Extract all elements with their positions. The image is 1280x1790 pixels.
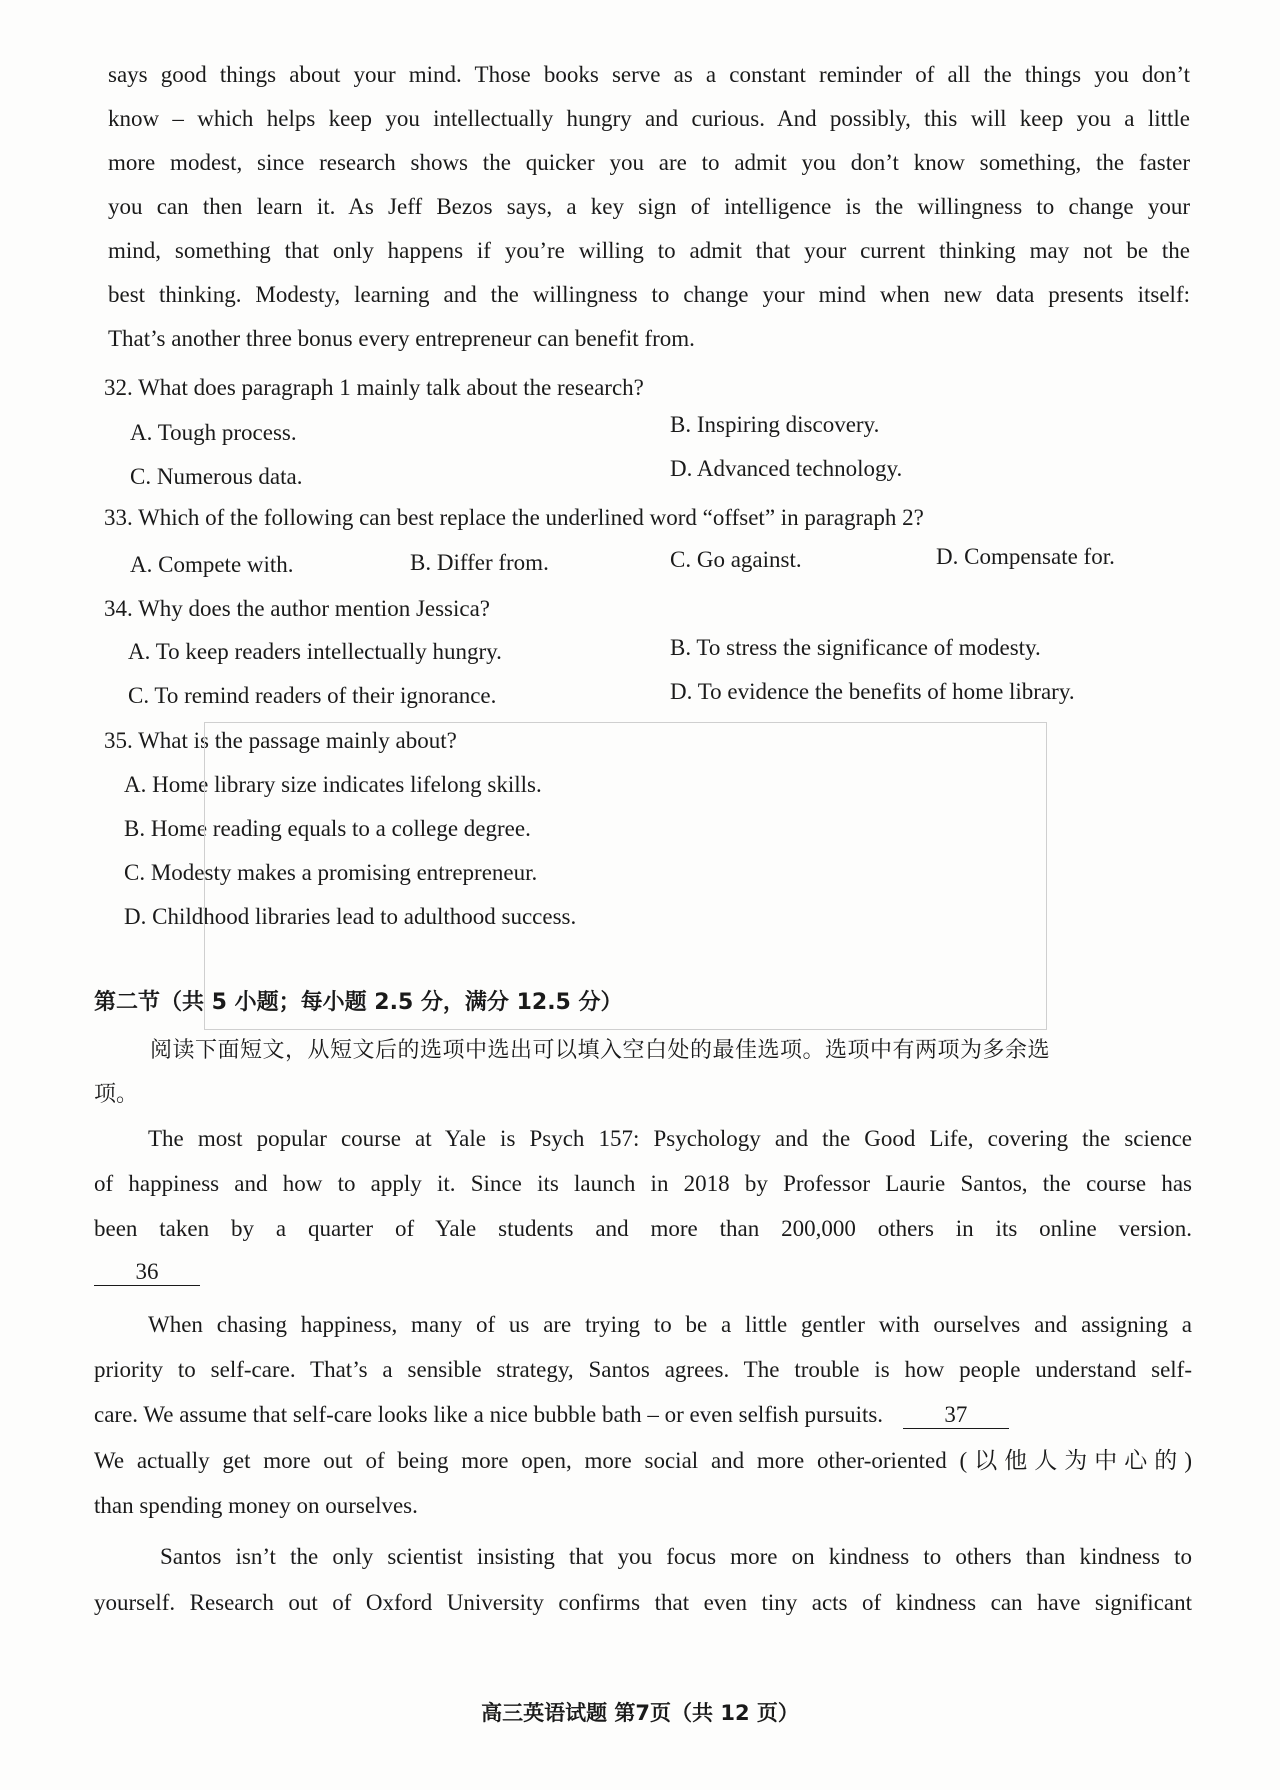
passage-1-line: more modest, since research shows the quicker you are to admit you don’t know something, the faster <box>108 150 1190 175</box>
watermark-frame <box>204 722 1047 1030</box>
passage-1-line: says good things about your mind. Those books serve as a constant reminder of all the things you don’t <box>108 62 1190 87</box>
option-a[interactable]: A. Home library size indicates lifelong skills. <box>124 772 542 797</box>
option-b[interactable]: B. Inspiring discovery. <box>670 412 880 437</box>
page-footer: 高三英语试题 第7页（共 12 页） <box>481 1701 799 1725</box>
option-b[interactable]: B. Home reading equals to a college degree. <box>124 816 531 841</box>
option-d[interactable]: D. Advanced technology. <box>670 456 903 481</box>
passage-2-line: We actually get more out of being more open, more social and more other-oriented (以他人为中心的) <box>94 1448 1192 1473</box>
passage-2-line: been taken by a quarter of Yale students and more than 200,000 others in its online version. <box>94 1216 1192 1241</box>
question-stem: 33. Which of the following can best replace the underlined word “offset” in paragraph 2? <box>104 505 924 530</box>
section-2-instruction: 阅读下面短文，从短文后的选项中选出可以填入空白处的最佳选项。选项中有两项为多余选 <box>150 1038 1051 1063</box>
option-d[interactable]: D. To evidence the benefits of home library. <box>670 679 1075 704</box>
passage-1-line: you can then learn it. As Jeff Bezos says, a key sign of intelligence is the willingness to change your <box>108 194 1190 219</box>
blank-36[interactable] <box>94 1257 200 1287</box>
option-c[interactable]: C. Numerous data. <box>130 464 303 489</box>
section-2-heading: 第二节（共 5 小题；每小题 2.5 分，满分 12.5 分） <box>94 990 623 1015</box>
passage-1-line: That’s another three bonus every entrepreneur can benefit from. <box>108 326 695 351</box>
option-b[interactable]: B. Differ from. <box>410 550 549 575</box>
passage-1-line: know – which helps keep you intellectually hungry and curious. And possibly, this will keep you a little <box>108 106 1190 131</box>
passage-1-line: mind, something that only happens if you’re willing to admit that your current thinking may not be the <box>108 238 1190 263</box>
passage-2-line: yourself. Research out of Oxford University confirms that even tiny acts of kindness can have significant <box>94 1590 1192 1615</box>
option-a[interactable]: A. To keep readers intellectually hungry. <box>128 639 502 664</box>
passage-2-line: When chasing happiness, many of us are trying to be a little gentler with ourselves and assigning a <box>148 1312 1192 1337</box>
option-a[interactable]: A. Tough process. <box>130 420 297 445</box>
blank-36-number: 36 <box>94 1259 200 1286</box>
option-b[interactable]: B. To stress the significance of modesty. <box>670 635 1041 660</box>
passage-2-line: than spending money on ourselves. <box>94 1493 418 1518</box>
blank-37[interactable]: 37 <box>903 1402 1009 1429</box>
question-stem: 32. What does paragraph 1 mainly talk about the research? <box>104 375 644 400</box>
passage-2-line-with-blank <box>94 1400 1192 1430</box>
passage-2-line-text: care. We assume that self-care looks like a nice bubble bath – or even selfish pursuits. <box>94 1402 884 1427</box>
option-c[interactable]: C. Go against. <box>670 547 802 572</box>
question-stem: 35. What is the passage mainly about? <box>104 728 457 753</box>
passage-1-line: best thinking. Modesty, learning and the willingness to change your mind when new data presents itself: <box>108 282 1190 307</box>
option-d[interactable]: D. Compensate for. <box>936 544 1115 569</box>
option-c[interactable]: C. To remind readers of their ignorance. <box>128 683 497 708</box>
passage-2-line: priority to self-care. That’s a sensible strategy, Santos agrees. The trouble is how people understand self- <box>94 1357 1192 1382</box>
option-c[interactable]: C. Modesty makes a promising entrepreneur. <box>124 860 538 885</box>
option-a[interactable]: A. Compete with. <box>130 552 294 577</box>
option-d[interactable]: D. Childhood libraries lead to adulthood success. <box>124 904 577 929</box>
question-stem: 34. Why does the author mention Jessica? <box>104 596 491 621</box>
passage-2-line: Santos isn’t the only scientist insisting that you focus more on kindness to others than kindness to <box>160 1544 1192 1569</box>
passage-2-line: of happiness and how to apply it. Since its launch in 2018 by Professor Laurie Santos, the course has <box>94 1171 1192 1196</box>
section-2-instruction: 项。 <box>94 1082 139 1107</box>
passage-2-line: The most popular course at Yale is Psych 157: Psychology and the Good Life, covering the science <box>148 1126 1192 1151</box>
